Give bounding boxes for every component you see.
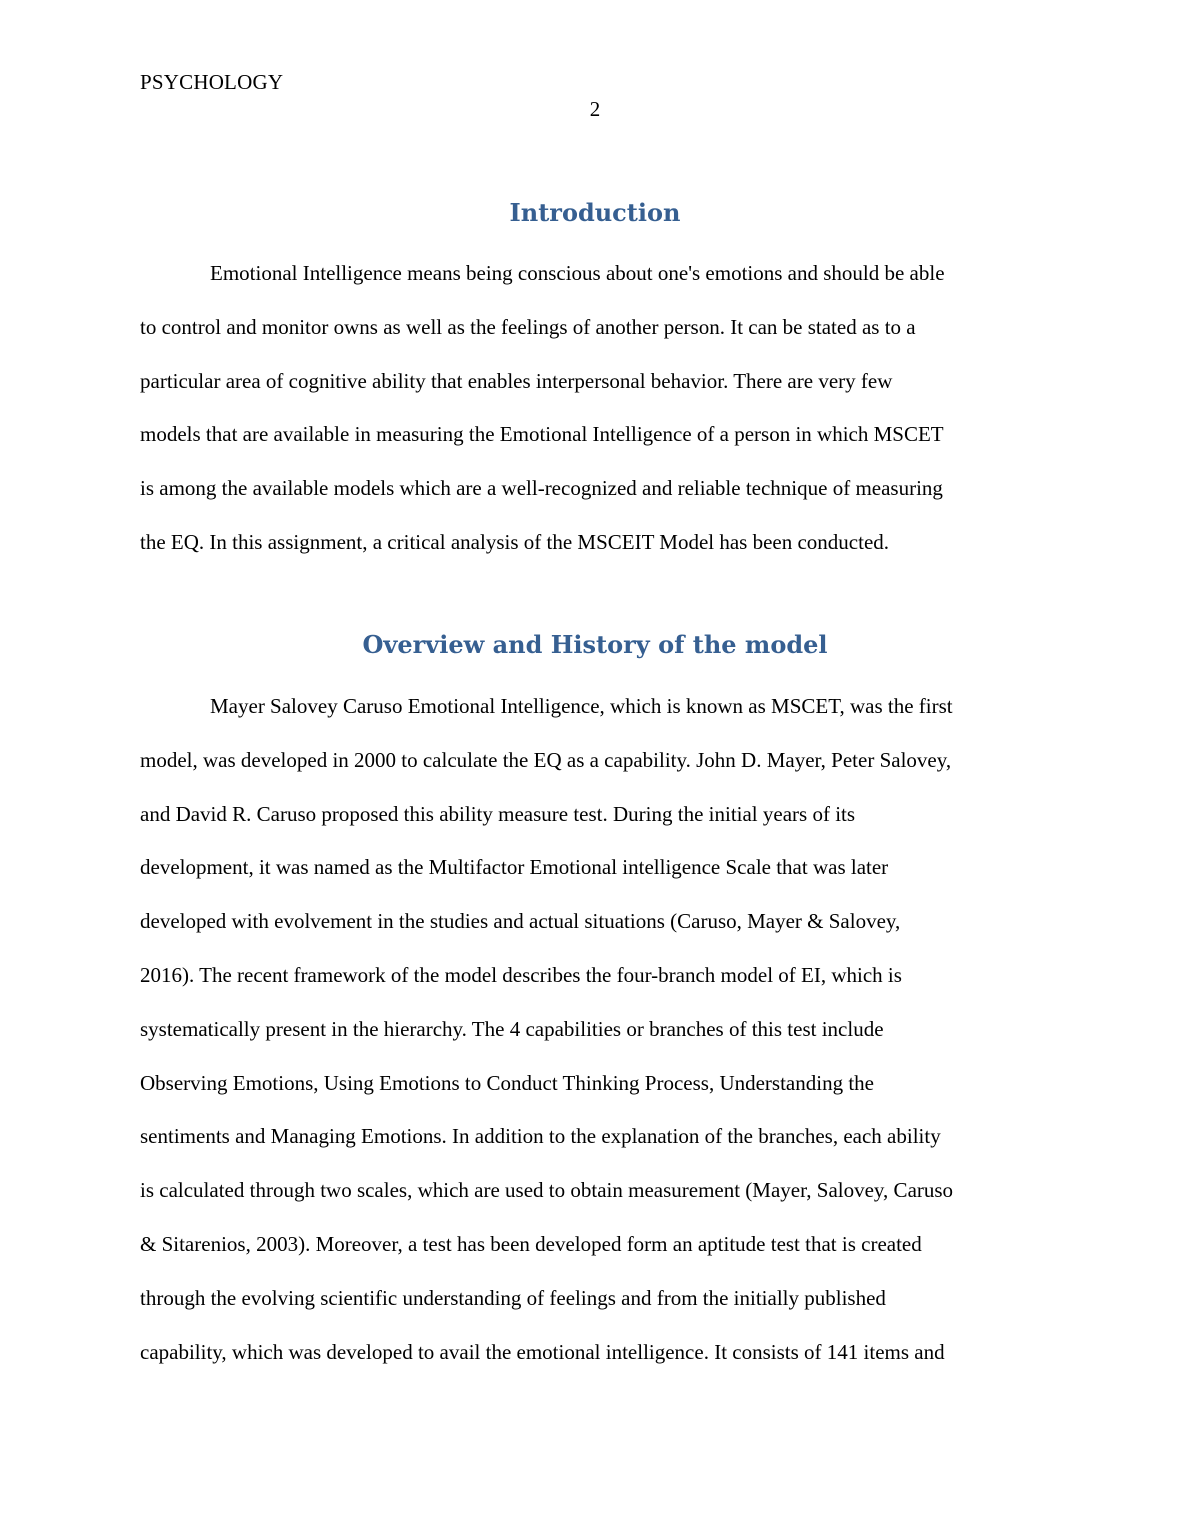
paragraph-line: developed with evolvement in the studies and actual situations (Caruso, Mayer & Salovey,: [140, 909, 901, 934]
paragraph-line: 2016). The recent framework of the model describes the four-branch model of EI, which is: [140, 962, 902, 987]
paragraph-line: Emotional Intelligence means being conscious about one's emotions and should be able: [210, 261, 945, 285]
paragraph-line: development, it was named as the Multifactor Emotional intelligence Scale that was later: [140, 855, 889, 880]
paragraph-line: Mayer Salovey Caruso Emotional Intelligence, which is known as MSCET, was the first: [210, 694, 953, 718]
page-number: 2: [589, 97, 601, 121]
paragraph-line: the EQ. In this assignment, a critical analysis of the MSCEIT Model has been conducted.: [140, 529, 890, 554]
paragraph-line: sentiments and Managing Emotions. In addition to the explanation of the branches, each ability: [140, 1124, 941, 1149]
paragraph-line: Observing Emotions, Using Emotions to Conduct Thinking Process, Understanding the: [140, 1070, 874, 1095]
introduction-paragraph: [140, 247, 1052, 570]
paragraph-line: is calculated through two scales, which are used to obtain measurement (Mayer, Salovey, Caruso: [140, 1178, 954, 1203]
paragraph-line: to control and monitor owns as well as the feelings of another person. It can be stated as to a: [140, 314, 916, 339]
paragraph-line: systematically present in the hierarchy. The 4 capabilities or branches of this test include: [140, 1016, 884, 1041]
overview-paragraph: [140, 680, 1052, 1379]
paragraph-line: model, was developed in 2000 to calculate the EQ as a capability. John D. Mayer, Peter Salovey,: [140, 747, 952, 772]
paragraph-line: capability, which was developed to avail the emotional intelligence. It consists of 141 items and: [140, 1339, 945, 1364]
paragraph-line: through the evolving scientific understanding of feelings and from the initially published: [140, 1285, 886, 1310]
running-head: PSYCHOLOGY: [140, 70, 284, 94]
paragraph-line: & Sitarenios, 2003). Moreover, a test has been developed form an aptitude test that is created: [140, 1231, 922, 1256]
paragraph-line: models that are available in measuring the Emotional Intelligence of a person in which MSCET: [140, 422, 944, 447]
section-heading-introduction: Introduction: [509, 198, 681, 227]
paragraph-line: and David R. Caruso proposed this ability measure test. During the initial years of its: [140, 801, 856, 826]
paragraph-line: is among the available models which are a well-recognized and reliable technique of measuring: [140, 476, 943, 501]
paragraph-line: particular area of cognitive ability that enables interpersonal behavior. There are very few: [140, 368, 893, 393]
section-heading-overview: Overview and History of the model: [362, 630, 828, 659]
